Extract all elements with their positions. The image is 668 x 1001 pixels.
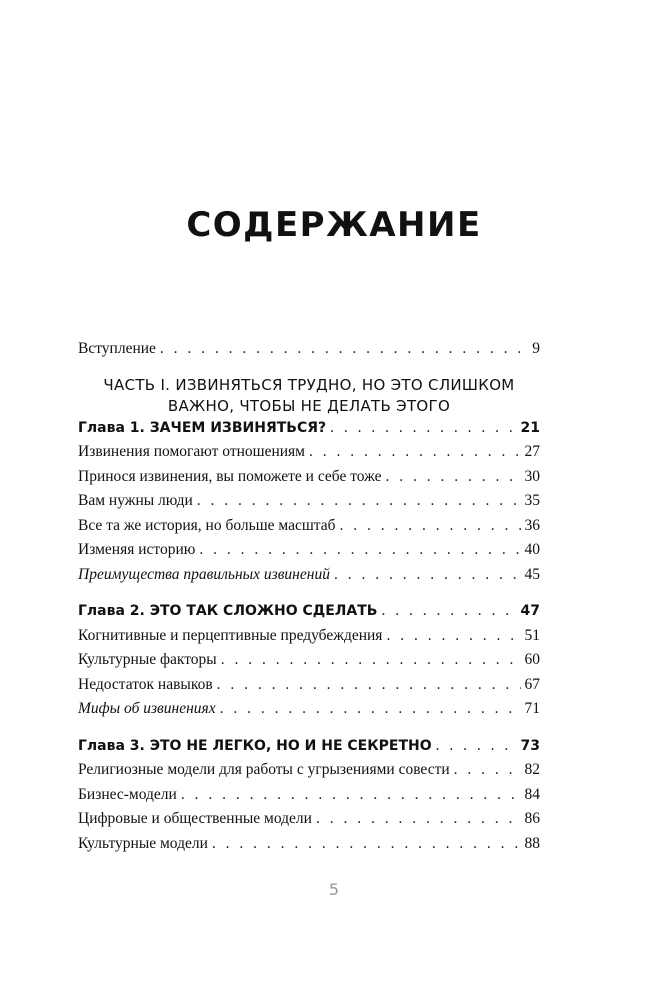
toc-page-number: 36 — [524, 516, 540, 534]
toc-page-number: 35 — [524, 492, 540, 509]
toc-entry-label: Недостаток навыков — [78, 675, 213, 693]
dot-leader — [221, 651, 521, 669]
dot-leader — [199, 541, 520, 559]
toc-entry[interactable] — [78, 468, 540, 493]
section-gap — [78, 590, 540, 602]
dot-leader — [454, 761, 521, 779]
toc-entry[interactable] — [78, 700, 540, 725]
toc-page-number: 88 — [524, 834, 540, 852]
toc-entry-label: Бизнес-модели — [78, 785, 177, 803]
dot-leader — [436, 737, 517, 755]
toc-entry-label: Вступление — [78, 340, 156, 357]
toc-entry[interactable] — [78, 651, 540, 676]
toc-entry-label: Изменяя историю — [78, 541, 196, 558]
toc-entry-label: Вам нужны люди — [78, 492, 193, 509]
part-heading-line-2: ВАЖНО, ЧТОБЫ НЕ ДЕЛАТЬ ЭТОГО — [167, 396, 451, 415]
toc-page-number: 51 — [524, 626, 540, 644]
toc-entry-label: Цифровые и общественные модели — [78, 810, 312, 827]
toc-page-number: 45 — [524, 565, 540, 583]
dot-leader — [386, 468, 521, 486]
toc-entry[interactable] — [78, 566, 540, 591]
dot-leader — [386, 627, 520, 645]
chapter-label: Глава 1. ЗАЧЕМ ИЗВИНЯТЬСЯ? — [78, 419, 327, 436]
dot-leader — [220, 700, 521, 718]
toc-page-number: 40 — [524, 541, 540, 558]
dot-leader — [381, 602, 516, 620]
section-gap — [78, 725, 540, 737]
toc-entry-intro[interactable] — [78, 340, 540, 365]
toc-page-number: 30 — [524, 467, 540, 485]
toc-entry-label: Когнитивные и перцептивные предубеждения — [78, 626, 383, 644]
toc-page-number: 84 — [524, 785, 540, 803]
dot-leader — [316, 810, 521, 828]
toc-page-number: 21 — [520, 419, 540, 436]
toc-entry[interactable] — [78, 443, 540, 468]
dot-leader — [197, 492, 521, 510]
toc-entry[interactable] — [78, 676, 540, 701]
toc-entry-label: Извинения помогают отношениям — [78, 443, 305, 460]
toc-entry[interactable] — [78, 627, 540, 652]
toc-page-number: 60 — [524, 651, 540, 668]
dot-leader — [309, 443, 521, 461]
toc-page-number: 71 — [524, 700, 540, 717]
dot-leader — [340, 517, 521, 535]
dot-leader — [181, 786, 521, 804]
toc-entry-label: Мифы об извинениях — [78, 700, 216, 717]
toc-entry-label: Религиозные модели для работы с угрызениями совести — [78, 761, 450, 778]
toc-entry-label: Культурные факторы — [78, 651, 217, 668]
chapter-label: Глава 2. ЭТО ТАК СЛОЖНО СДЕЛАТЬ — [78, 603, 378, 619]
toc-page-number: 47 — [520, 603, 540, 619]
toc-page-number: 9 — [532, 340, 540, 357]
dot-leader — [334, 566, 521, 584]
page-title: СОДЕРЖАНИЕ — [186, 205, 482, 245]
toc-entry-label: Преимущества правильных извинений — [78, 565, 330, 583]
toc-chapter-1[interactable] — [78, 419, 540, 444]
toc-chapter-3[interactable] — [78, 737, 540, 762]
chapter-label: Глава 3. ЭТО НЕ ЛЕГКО, НО И НЕ СЕКРЕТНО — [78, 737, 432, 754]
dot-leader — [212, 835, 521, 853]
toc-entry[interactable] — [78, 492, 540, 517]
dot-leader — [330, 419, 516, 437]
toc-entry[interactable] — [78, 810, 540, 835]
part-heading-line-1: ЧАСТЬ I. ИЗВИНЯТЬСЯ ТРУДНО, НО ЭТО СЛИШКОМ — [103, 375, 515, 394]
toc-entry[interactable] — [78, 786, 540, 811]
toc-entry[interactable] — [78, 835, 540, 860]
toc-page-number: 67 — [524, 675, 540, 693]
toc-entry[interactable] — [78, 517, 540, 542]
dot-leader — [160, 340, 528, 358]
toc-entry-label: Принося извинения, вы поможете и себе тоже — [78, 467, 382, 485]
toc-entry-label: Все та же история, но больше масштаб — [78, 516, 336, 534]
dot-leader — [217, 676, 521, 694]
table-of-contents — [78, 340, 540, 859]
toc-page-number: 86 — [524, 810, 540, 827]
toc-entry[interactable] — [78, 761, 540, 786]
toc-entry[interactable] — [78, 541, 540, 566]
toc-chapter-2[interactable] — [78, 602, 540, 627]
toc-page-number: 82 — [524, 761, 540, 778]
page-number: 5 — [328, 880, 340, 899]
toc-page-number: 73 — [520, 737, 540, 754]
toc-entry-label: Культурные модели — [78, 834, 208, 852]
part-heading — [78, 375, 540, 417]
toc-page-number: 27 — [524, 443, 540, 460]
